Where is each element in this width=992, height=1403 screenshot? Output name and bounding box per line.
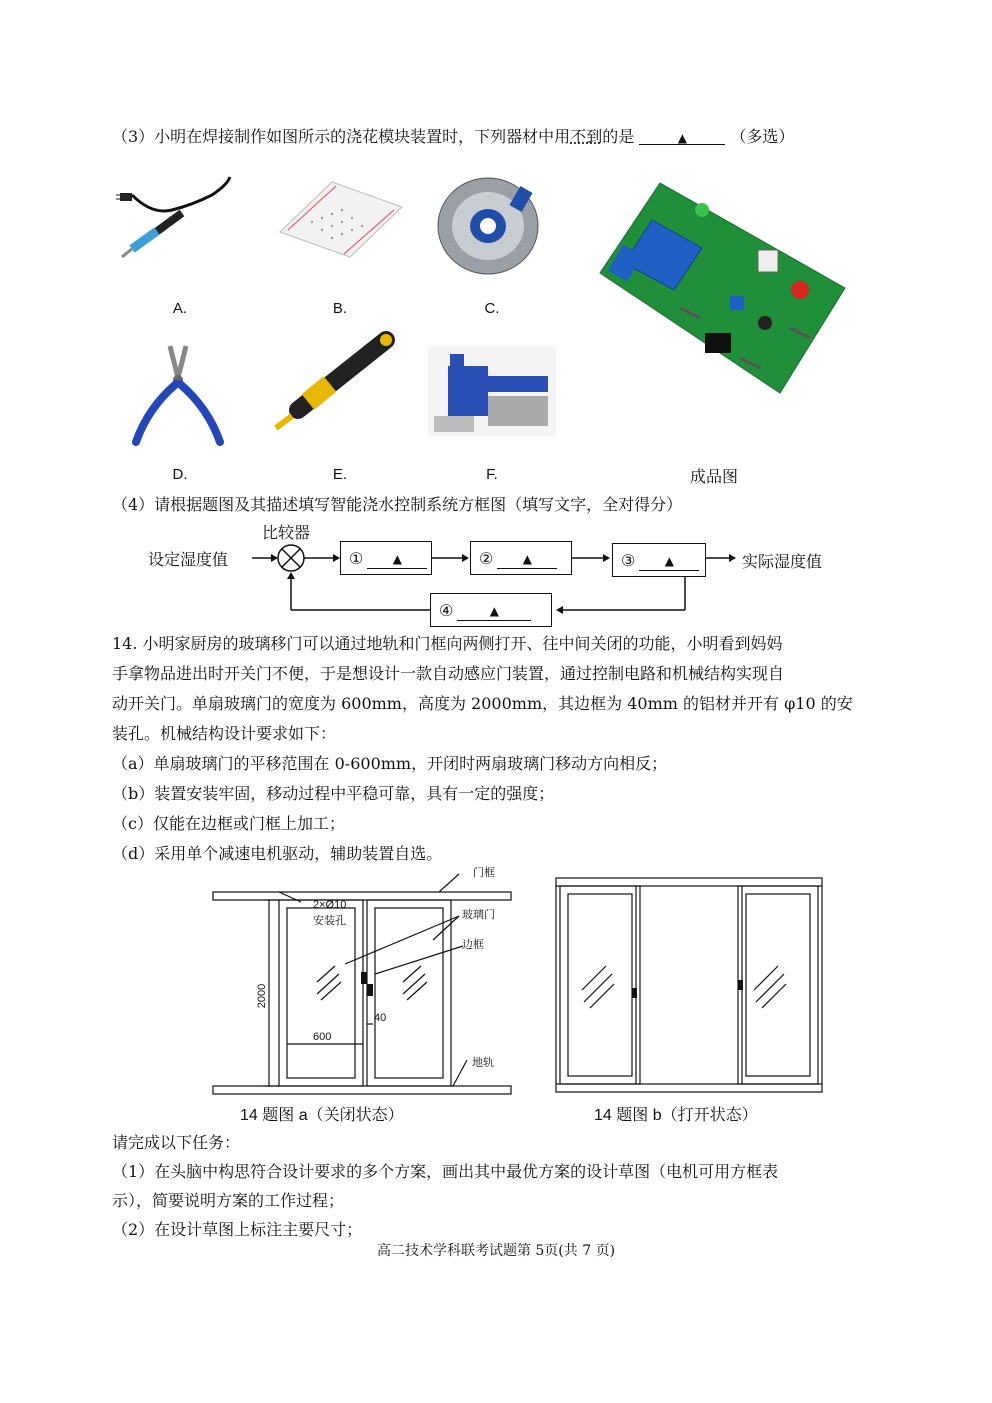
task-1-line-2: 示），简要说明方案的工作过程； <box>112 1191 345 1210</box>
comparator-label: 比较器 <box>262 523 311 542</box>
block-2 <box>470 541 572 575</box>
block-1 <box>340 541 432 575</box>
q14-tasks <box>112 1128 902 1244</box>
bench-vise-icon <box>428 346 556 436</box>
relay-module-pcb <box>590 178 852 398</box>
figure-b-caption: 14 题图 b（打开状态） <box>594 1107 758 1124</box>
requirement-c: （c）仅能在边框或门框上加工； <box>112 814 345 833</box>
tool-label-d: D. <box>172 466 188 483</box>
label-frame: 门框 <box>473 867 495 879</box>
label-width: 600 <box>313 1031 332 1043</box>
block-1-mark: ▲ <box>392 551 402 566</box>
part3-note: （多选） <box>730 127 795 146</box>
answer-blank <box>639 126 725 145</box>
requirement-b: （b）装置安装牢固，移动过程中平稳可靠，具有一定的强度； <box>112 784 555 803</box>
part3-text: （3）小明在焊接制作如图所示的浇花模块装置时，下列器材中用 <box>112 127 571 146</box>
output-label: 实际湿度值 <box>742 552 823 571</box>
desoldering-pump-icon <box>268 330 416 434</box>
block-4-mark: ▲ <box>489 603 499 618</box>
input-label: 设定湿度值 <box>148 550 229 569</box>
task-1-line-1: （1）在头脑中构思符合设计要求的多个方案，画出其中最优方案的设计草图（电机可用方框表 <box>112 1162 779 1181</box>
q14-line-2: 手拿物品进出时开关门不便，于是想设计一款自动感应门装置，通过控制电路和机械结构实现自 <box>112 664 785 683</box>
q14-paragraph <box>112 629 892 869</box>
tasks-intro: 请完成以下任务： <box>112 1133 241 1152</box>
label-edge: 边框 <box>462 939 484 951</box>
block-3-number: ③ <box>621 550 636 570</box>
page-footer: 高二技术学科联考试题第 5页(共 7 页) <box>376 1243 616 1259</box>
task-2: （2）在设计草图上标注主要尺寸； <box>112 1220 363 1239</box>
block-4-number: ④ <box>439 600 454 620</box>
block-1-number: ① <box>349 548 364 568</box>
solder-wire-icon <box>432 176 544 280</box>
breadboard-icon <box>272 172 408 262</box>
label-rail: 地轨 <box>472 1057 494 1069</box>
blank-mark: ▲ <box>677 131 687 145</box>
figure-a-caption: 14 题图 a（关闭状态） <box>240 1107 404 1124</box>
q13-part4-line: （4）请根据题图及其描述填写智能浇水控制系统方框图（填写文字，全对得分） <box>112 495 683 514</box>
block-3-mark: ▲ <box>664 553 674 568</box>
tool-label-f: F. <box>486 466 498 483</box>
figure-a-closed-door <box>205 862 515 1098</box>
tool-label-c: C. <box>484 300 500 317</box>
part3-text-after: 的是 <box>602 127 635 146</box>
q14-line-3: 动开关门。单扇玻璃门的宽度为 600mm，高度为 2000mm，其边框为 40mm 的铝材并开有 φ10 的安 <box>112 694 853 713</box>
tool-label-a: A. <box>172 300 188 317</box>
label-edge-width: 40 <box>374 1012 387 1024</box>
label-height: 2000 <box>256 983 269 1009</box>
block-2-mark: ▲ <box>522 551 532 566</box>
product-label: 成品图 <box>690 469 739 486</box>
label-glass: 玻璃门 <box>462 909 495 921</box>
block-4 <box>430 593 552 627</box>
q14-line-4: 装孔。机械结构设计要求如下： <box>112 724 337 743</box>
requirement-a: （a）单扇玻璃门的平移范围在 0-600mm，开闭时两扇玻璃门移动方向相反； <box>112 754 668 773</box>
wire-cutter-icon <box>128 338 228 446</box>
requirement-d: （d）采用单个减速电机驱动，辅助装置自选。 <box>112 844 443 863</box>
soldering-iron-icon <box>112 165 244 265</box>
block-2-number: ② <box>479 548 494 568</box>
figure-b-open-door <box>552 872 826 1102</box>
block-3 <box>612 543 706 577</box>
q13-part3-line <box>112 126 794 148</box>
tool-label-e: E. <box>332 466 348 483</box>
q14-line-1: 14. 小明家厨房的玻璃移门可以通过地轨和门框向两侧打开、往中间关闭的功能，小明看到妈妈 <box>112 634 783 653</box>
label-hole: 2×Ø10 <box>313 899 347 911</box>
part3-emphasis: 不到 <box>570 127 603 146</box>
label-hole-2: 安装孔 <box>313 915 346 927</box>
tool-label-b: B. <box>332 300 348 317</box>
